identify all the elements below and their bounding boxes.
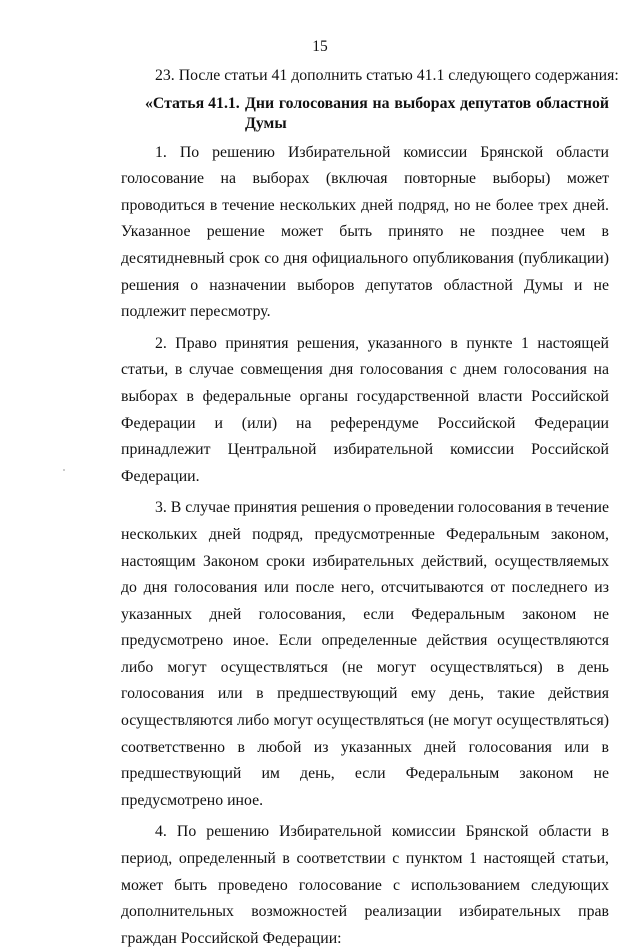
paragraph-2: 2. Право принятия решения, указанного в пункте 1 настоящей статьи, в случае совмещения дня голосования с днем голосования на выборах в федеральные органы государственной власти Российской Федерации и (или) на референдуме Российской Федерации принадлежит Центральной избирательной комиссии Российской Федерации. (121, 334, 609, 485)
page-number: 15 (312, 38, 328, 55)
paragraph-3: 3. В случае принятия решения о проведении голосования в течение нескольких дней подряд, предусмотренные Федеральным законом, настоящим Законом сроки избирательных действий, осуществляемых до дня голосования или после него, отсчитываются от последнего из указанных дней голосования, если Федеральным законом не предусмотрено иное. Если определенные действия осуществляются либо могут осуществляться (не могут осуществляться) в день голосования или в предшествующий ему день, такие действия осуществляются либо могут осуществляться (не могут осуществляться) соответственно в любой из указанных дней голосования или в предшествующий им день, если Федеральным законом не предусмотрено иное. (121, 499, 609, 809)
paragraph-4: 4. По решению Избирательной комиссии Брянской области в период, определенный в соответствии с пунктом 1 настоящей статьи, может быть проведено голосование с использованием следующих дополнительных возможностей реализации избирательных прав граждан Российской Федерации: (121, 823, 609, 947)
article-title: Дни голосования на выборах депутатов областной Думы (245, 94, 609, 132)
article-number: «Статья 41.1. (145, 94, 240, 112)
scan-speck (63, 469, 65, 471)
amendment-intro: 23. После статьи 41 дополнить статью 41.1 следующего содержания: (155, 67, 619, 84)
paragraph-1: 1. По решению Избирательной комиссии Брянской области голосование на выборах (включая повторные выборы) может проводиться в течение нескольких дней подряд, но не более трех дней. Указанное решение может быть принято не позднее чем в десятидневный срок со дня официального опубликования (публикации) решения о назначении выборов депутатов областной Думы и не подлежит пересмотру. (121, 143, 609, 321)
article-heading (121, 94, 609, 134)
document-body (121, 63, 619, 952)
